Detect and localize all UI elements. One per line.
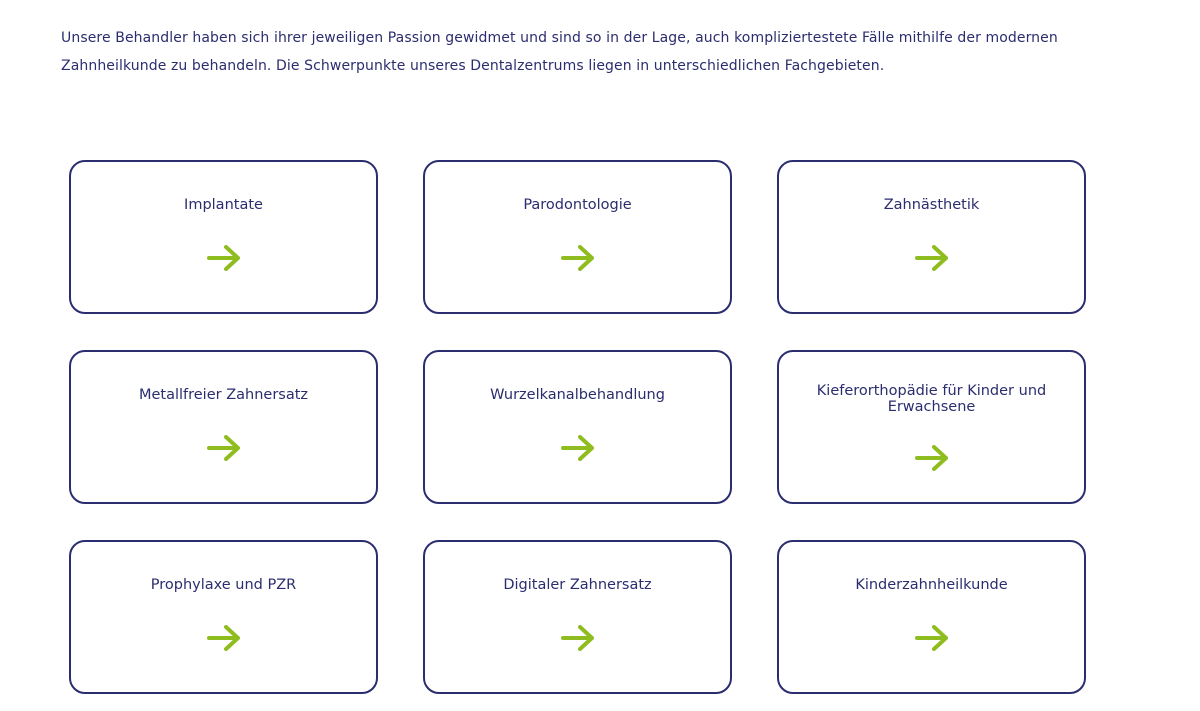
service-card-parodontologie[interactable] <box>423 160 732 314</box>
service-card-zahnaesthetik[interactable] <box>777 160 1086 314</box>
arrow-right-icon <box>561 245 595 271</box>
arrow-right-icon <box>561 435 595 461</box>
service-card-label: Parodontologie <box>523 197 632 213</box>
services-grid <box>69 160 1086 694</box>
intro-line-2: Zahnheilkunde zu behandeln. Die Schwerpunkte unseres Dentalzentrums liegen in unterschiedlichen Fachgebieten. <box>61 58 885 74</box>
service-card-kieferorthopaedie[interactable] <box>777 350 1086 504</box>
service-card-label: Prophylaxe und PZR <box>150 577 297 593</box>
arrow-right-icon <box>915 245 949 271</box>
service-card-metallfreier-zahnersatz[interactable] <box>69 350 378 504</box>
service-card-wurzelkanalbehandlung[interactable] <box>423 350 732 504</box>
arrow-right-icon <box>207 435 241 461</box>
service-card-label: Digitaler Zahnersatz <box>503 577 652 593</box>
intro-line-1: Unsere Behandler haben sich ihrer jeweiligen Passion gewidmet und sind so in der Lage, auch kompliziertestete Fälle mithilfe der modernen <box>61 30 1058 46</box>
service-card-label: Implantate <box>184 197 263 213</box>
service-card-label: Kieferorthopädie für Kinder und Erwachsene <box>816 383 1047 415</box>
arrow-right-icon <box>915 445 949 471</box>
service-card-kinderzahnheilkunde[interactable] <box>777 540 1086 694</box>
arrow-right-icon <box>915 625 949 651</box>
arrow-right-icon <box>561 625 595 651</box>
service-card-label: Metallfreier Zahnersatz <box>138 387 309 403</box>
arrow-right-icon <box>207 625 241 651</box>
service-card-implantate[interactable] <box>69 160 378 314</box>
service-card-label: Wurzelkanalbehandlung <box>490 387 665 403</box>
service-card-prophylaxe[interactable] <box>69 540 378 694</box>
service-card-label: Zahnästhetik <box>883 197 980 213</box>
arrow-right-icon <box>207 245 241 271</box>
intro-text <box>61 24 1121 80</box>
service-card-digitaler-zahnersatz[interactable] <box>423 540 732 694</box>
service-card-label: Kinderzahnheilkunde <box>855 577 1008 593</box>
